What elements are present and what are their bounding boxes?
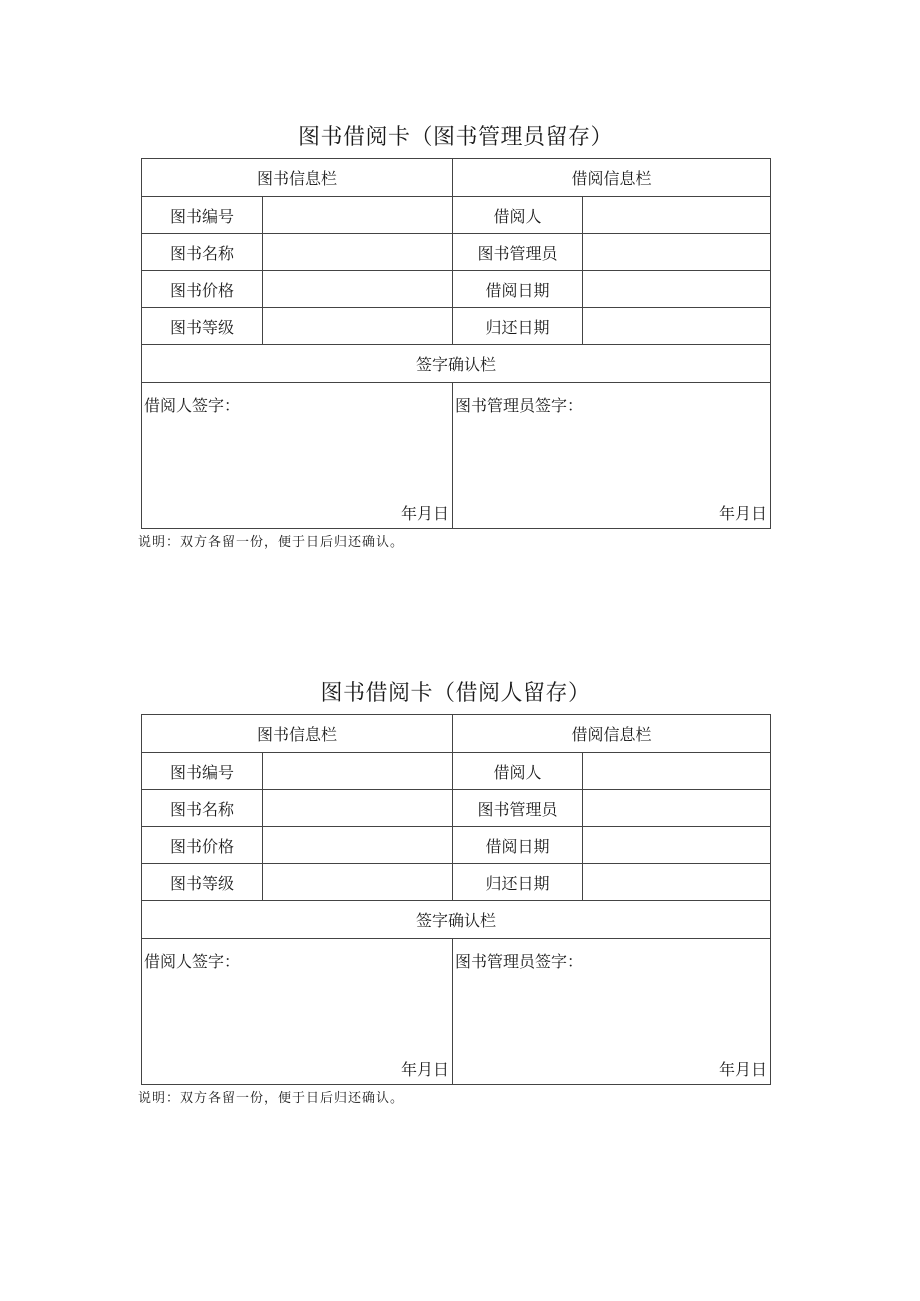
card-title: 图书借阅卡（图书管理员留存）	[297, 125, 613, 150]
book-grade-label: 图书等级	[142, 308, 263, 345]
book-number-field[interactable]	[263, 197, 453, 234]
return-date-field[interactable]	[583, 864, 771, 901]
librarian-signature-area[interactable]	[453, 383, 771, 529]
borrower-label: 借阅人	[453, 753, 583, 790]
librarian-signature-label: 图书管理员签字：	[455, 952, 584, 971]
borrow-form-table	[141, 714, 771, 1085]
book-info-header: 图书信息栏	[142, 159, 453, 197]
librarian-label: 图书管理员	[453, 234, 583, 271]
borrow-info-header: 借阅信息栏	[453, 159, 771, 197]
return-date-field[interactable]	[583, 308, 771, 345]
signature-header: 签字确认栏	[142, 345, 771, 383]
borrower-signature-date: 年月日	[401, 504, 450, 523]
book-name-field[interactable]	[263, 790, 453, 827]
book-grade-field[interactable]	[263, 308, 453, 345]
field-row	[142, 271, 771, 308]
field-row	[142, 790, 771, 827]
field-row	[142, 864, 771, 901]
borrower-signature-area[interactable]	[142, 939, 453, 1085]
borrower-label: 借阅人	[453, 197, 583, 234]
signature-header-row	[142, 901, 771, 939]
section-header-row	[142, 159, 771, 197]
borrow-date-field[interactable]	[583, 271, 771, 308]
field-row	[142, 753, 771, 790]
borrow-info-header: 借阅信息栏	[453, 715, 771, 753]
book-grade-label: 图书等级	[142, 864, 263, 901]
librarian-field[interactable]	[583, 234, 771, 271]
librarian-label: 图书管理员	[453, 790, 583, 827]
borrow-date-label: 借阅日期	[453, 827, 583, 864]
field-row	[142, 827, 771, 864]
book-price-label: 图书价格	[142, 271, 263, 308]
card-title: 图书借阅卡（借阅人留存）	[320, 681, 591, 706]
borrow-form-table	[141, 158, 771, 529]
borrow-date-label: 借阅日期	[453, 271, 583, 308]
signature-row	[142, 939, 771, 1085]
return-date-label: 归还日期	[453, 308, 583, 345]
signature-row	[142, 383, 771, 529]
card-note: 说明：双方各留一份，便于日后归还确认。	[138, 1091, 405, 1106]
field-row	[142, 308, 771, 345]
book-info-header: 图书信息栏	[142, 715, 453, 753]
field-row	[142, 234, 771, 271]
book-number-field[interactable]	[263, 753, 453, 790]
borrower-signature-label: 借阅人签字：	[144, 952, 241, 971]
librarian-signature-date: 年月日	[719, 1060, 768, 1079]
borrower-signature-label: 借阅人签字：	[144, 396, 241, 415]
section-header-row	[142, 715, 771, 753]
borrower-field[interactable]	[583, 753, 771, 790]
book-name-label: 图书名称	[142, 234, 263, 271]
librarian-signature-label: 图书管理员签字：	[455, 396, 584, 415]
librarian-field[interactable]	[583, 790, 771, 827]
field-row	[142, 197, 771, 234]
book-price-field[interactable]	[263, 827, 453, 864]
book-number-label: 图书编号	[142, 197, 263, 234]
book-name-label: 图书名称	[142, 790, 263, 827]
card-note: 说明：双方各留一份，便于日后归还确认。	[138, 535, 405, 550]
borrower-field[interactable]	[583, 197, 771, 234]
borrow-date-field[interactable]	[583, 827, 771, 864]
signature-header: 签字确认栏	[142, 901, 771, 939]
book-price-label: 图书价格	[142, 827, 263, 864]
borrower-signature-date: 年月日	[401, 1060, 450, 1079]
book-price-field[interactable]	[263, 271, 453, 308]
librarian-signature-date: 年月日	[719, 504, 768, 523]
book-grade-field[interactable]	[263, 864, 453, 901]
book-name-field[interactable]	[263, 234, 453, 271]
return-date-label: 归还日期	[453, 864, 583, 901]
signature-header-row	[142, 345, 771, 383]
librarian-signature-area[interactable]	[453, 939, 771, 1085]
book-number-label: 图书编号	[142, 753, 263, 790]
borrower-signature-area[interactable]	[142, 383, 453, 529]
